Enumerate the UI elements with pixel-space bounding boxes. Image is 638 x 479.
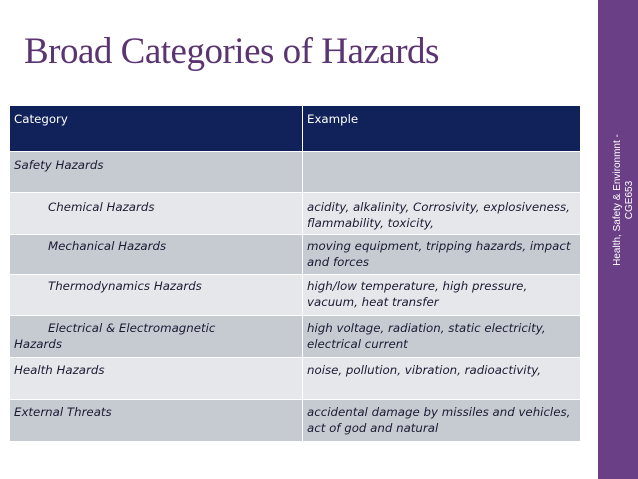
- row-category: Mechanical Hazards: [10, 235, 303, 275]
- row-example: noise, pollution, vibration, radioactivity,: [303, 358, 581, 400]
- row-example: accidental damage by missiles and vehicles, act of god and natural: [303, 400, 581, 442]
- table-row: [10, 400, 581, 442]
- header-example: Example: [303, 106, 581, 152]
- row-example: moving equipment, tripping hazards, impact and forces: [303, 235, 581, 275]
- row-category: External Threats: [10, 400, 303, 442]
- row-example: [303, 152, 581, 193]
- side-label-line1: Health, Safety & Environmnt -: [612, 134, 623, 266]
- table-row: [10, 358, 581, 400]
- table-row: [10, 152, 581, 193]
- row-example: high voltage, radiation, static electricity, electrical current: [303, 316, 581, 358]
- row-example: high/low temperature, high pressure, vacuum, heat transfer: [303, 275, 581, 316]
- side-label-line2: CGE653: [624, 180, 635, 220]
- table-row: [10, 316, 581, 358]
- hazards-table: [9, 105, 581, 442]
- row-category: Chemical Hazards: [10, 193, 303, 235]
- side-bar: [598, 0, 638, 479]
- row-category: Electrical & Electromagnetic Hazards: [10, 316, 303, 358]
- row-category: Health Hazards: [10, 358, 303, 400]
- table-row: [10, 275, 581, 316]
- table-header-row: [10, 106, 581, 152]
- row-category: Safety Hazards: [10, 152, 303, 193]
- row-example: [303, 193, 581, 235]
- row-example-text: acidity, alkalinity, Corrosivity, explosiveness, flammability, toxicity,: [307, 200, 570, 230]
- header-category: Category: [10, 106, 303, 152]
- side-label: [604, 50, 638, 350]
- row-category: Thermodynamics Hazards: [10, 275, 303, 316]
- table-row: [10, 193, 581, 235]
- table-row: [10, 235, 581, 275]
- slide-title: Broad Categories of Hazards: [24, 31, 439, 72]
